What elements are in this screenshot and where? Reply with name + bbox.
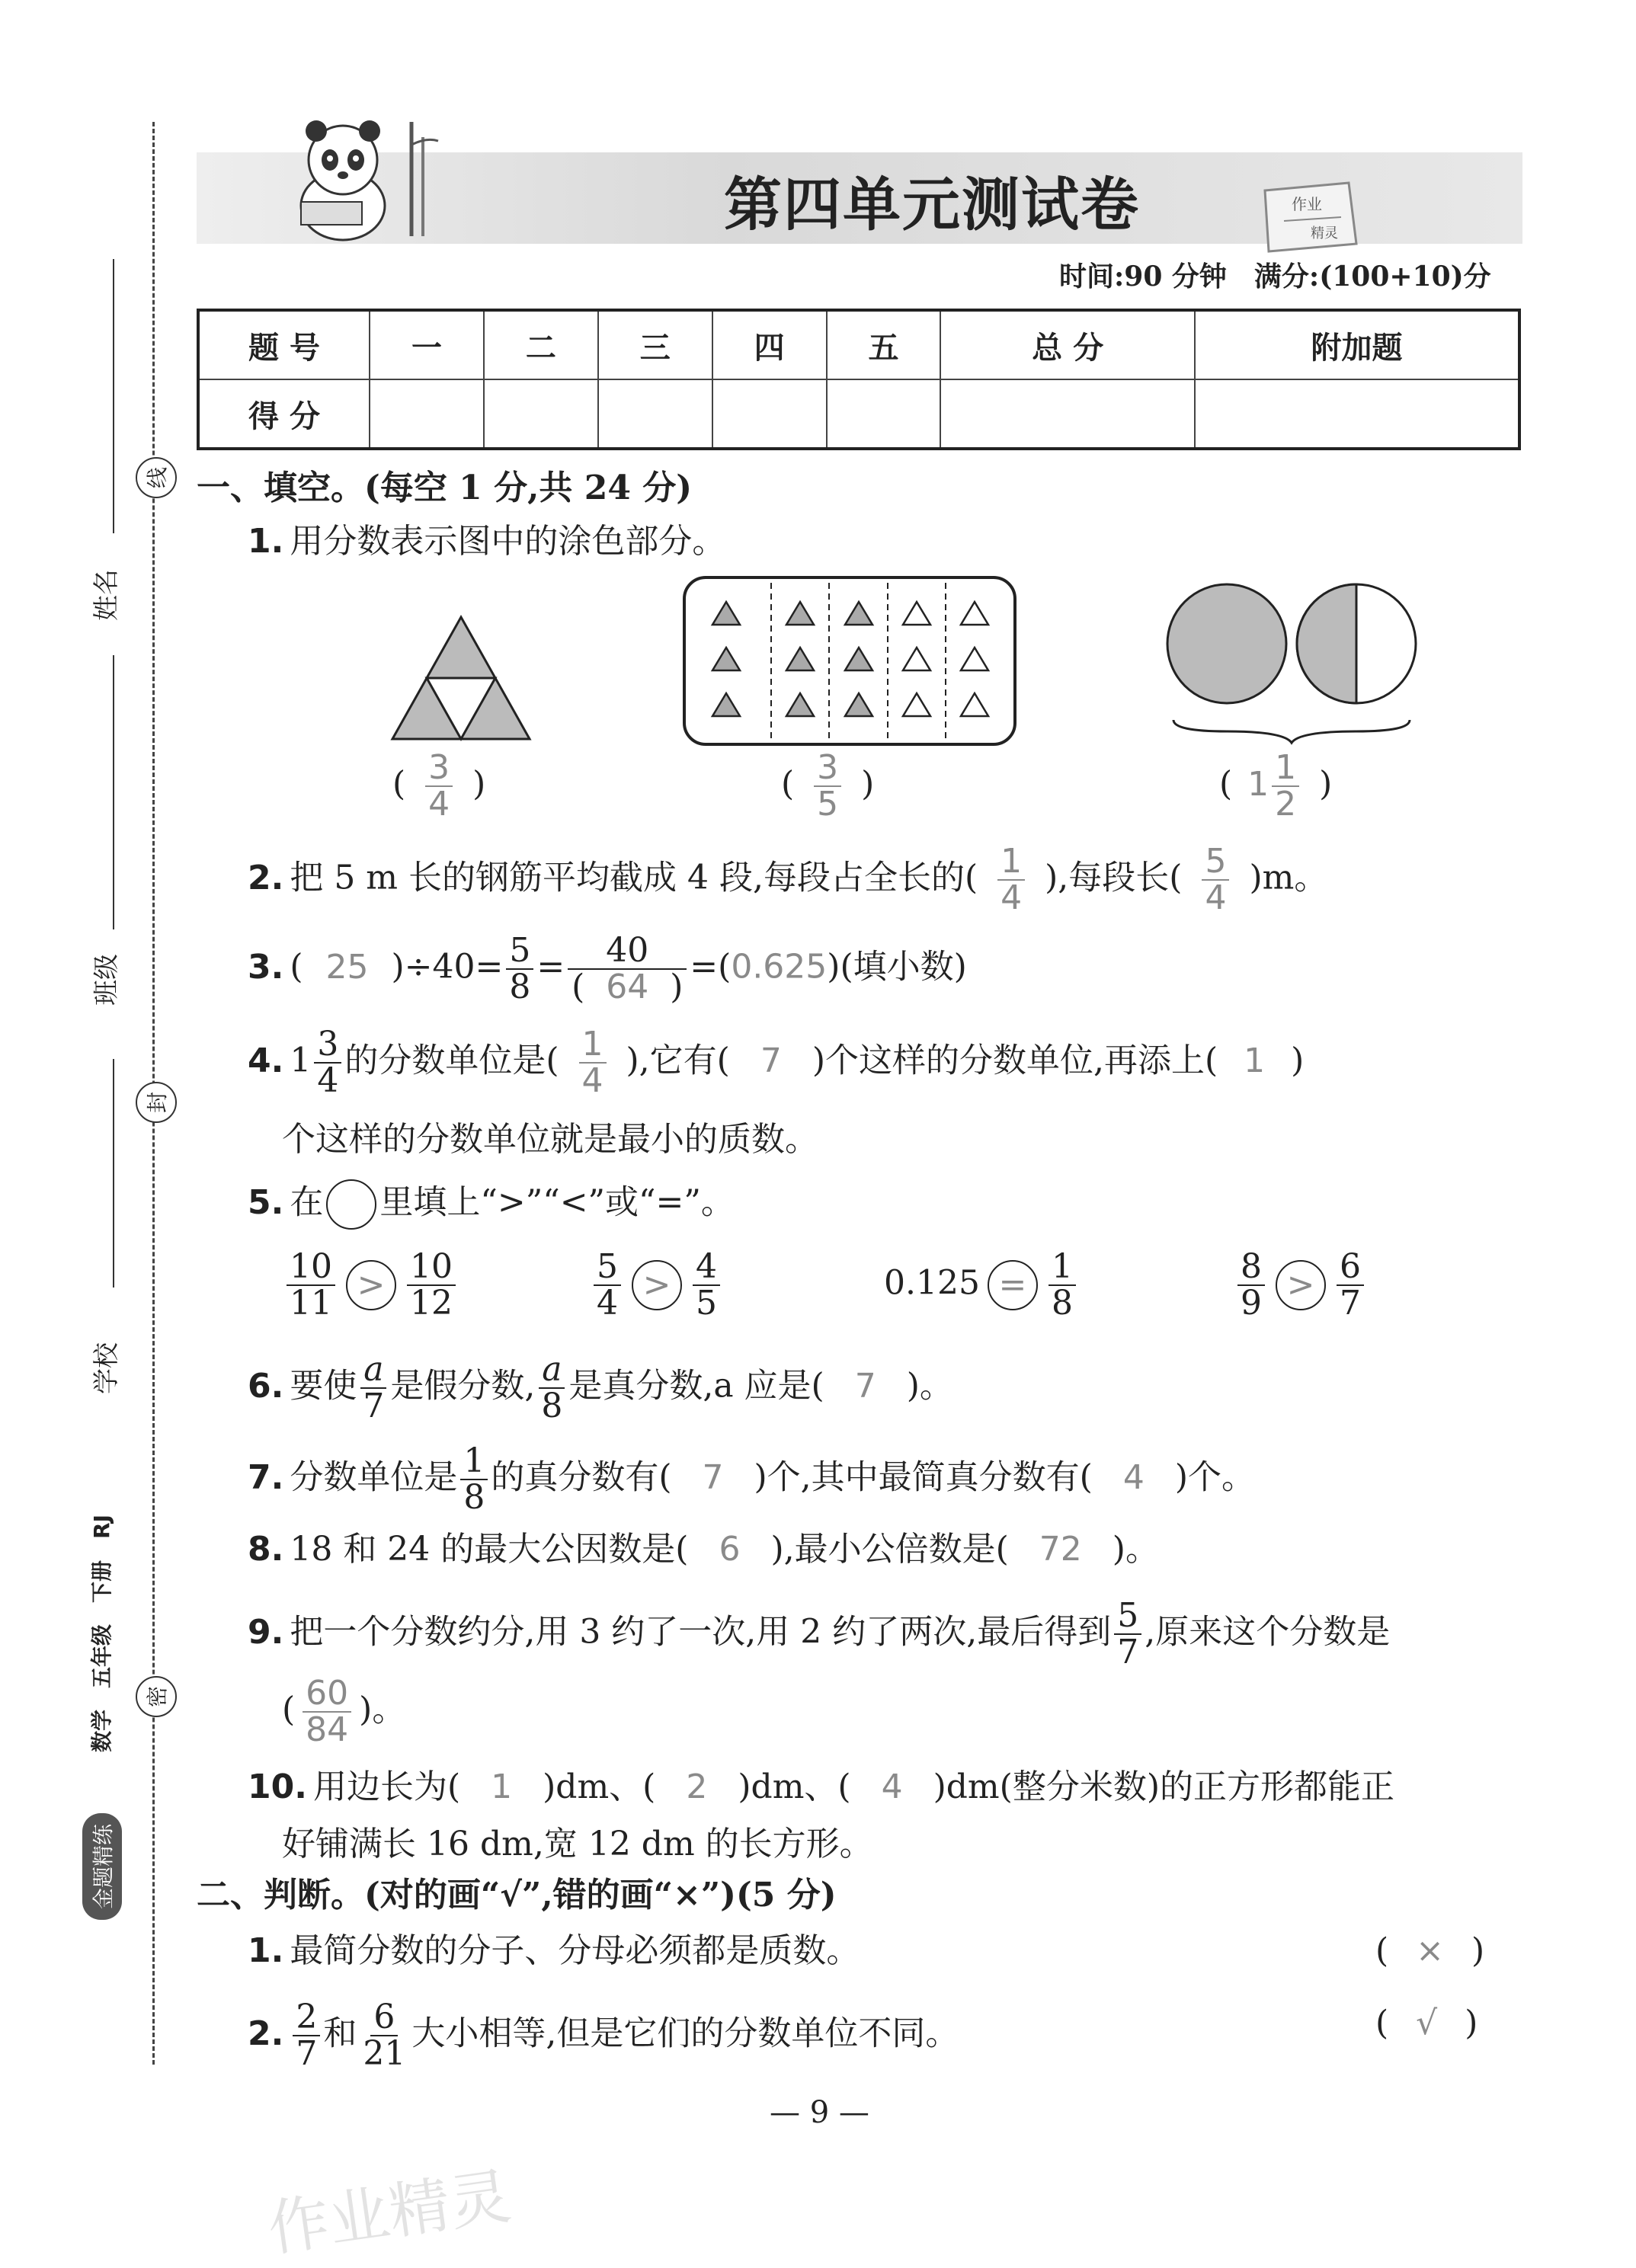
table-header-row [198, 310, 1519, 379]
score-table [197, 309, 1521, 450]
q1-a3-whole: 1 [1247, 764, 1269, 804]
q7-text-1: 分数单位是 [290, 1457, 458, 1497]
q1-answer-1: ( $\frac{3}{4}$ ) [392, 748, 486, 824]
q3-f2-den-open: ( [571, 968, 585, 1007]
q5-c1-answer: > [346, 1260, 396, 1310]
score-cell[interactable] [598, 379, 712, 449]
q2-text-2: ),每段长( [1045, 858, 1183, 897]
table-cell: 五 [827, 310, 941, 379]
q1-answer-2: ( $\frac{3}{5}$ ) [781, 748, 875, 824]
page-title: 第四单元测试卷 [724, 171, 1140, 238]
q2-a1-denominator: 4 [1000, 878, 1023, 918]
q4-text-2: ),它有( [626, 1041, 730, 1080]
svg-text:作业: 作业 [1292, 195, 1322, 213]
s2-q2-f2-numerator: 6 [370, 2000, 398, 2036]
q10-a1: 1 [491, 1767, 513, 1806]
brand-badge: 金题精练 [82, 1813, 122, 1920]
q3-text-3: )(填小数) [827, 947, 967, 987]
q9 [248, 1598, 1390, 1670]
q2-a1-numerator: 1 [997, 844, 1025, 881]
q4-numerator: 3 [314, 1027, 341, 1064]
q5-c2-right-den: 5 [696, 1284, 717, 1323]
score-cell[interactable] [1195, 379, 1519, 449]
score-cell[interactable] [712, 379, 827, 449]
score-cell[interactable] [940, 379, 1195, 449]
q10-text-1: 用边长为( [312, 1767, 461, 1806]
q3-number: 3. [248, 947, 284, 987]
q8 [248, 1530, 1159, 1570]
q7-text-2: 的真分数有( [491, 1457, 672, 1497]
q5 [248, 1179, 735, 1230]
q9-answer-denominator: 84 [306, 1710, 349, 1750]
q7-text-4: )个。 [1174, 1457, 1256, 1497]
q1-answer-3: ( 1 $\frac{1}{2}$ ) [1219, 748, 1333, 824]
svg-text:精灵: 精灵 [1311, 226, 1338, 242]
watermark-text: 作业精灵 [264, 2161, 515, 2265]
q3-a2: 64 [606, 968, 649, 1007]
q5-c1-left-num: 10 [287, 1249, 335, 1286]
q6-answer: 7 [854, 1366, 876, 1406]
s2-q2-mark: √ [1416, 2004, 1438, 2042]
q5-circle-icon [326, 1179, 376, 1230]
seal-mi: 密 [136, 1676, 177, 1717]
q4-number: 4. [248, 1041, 284, 1080]
s2-q2-number: 2. [248, 2014, 284, 2053]
seal-xian: 线 [136, 457, 177, 498]
q9-number: 9. [248, 1612, 284, 1652]
q7-number: 7. [248, 1457, 284, 1497]
q5-c2-answer: > [632, 1260, 682, 1310]
q5-c1-right-num: 10 [407, 1249, 456, 1286]
q5-compare-1 [283, 1249, 459, 1321]
q6-f1-denominator: 7 [363, 1387, 385, 1426]
q5-compare-2 [591, 1249, 723, 1321]
q1-a1-denominator: 4 [428, 785, 450, 824]
q4-line2: 个这样的分数单位就是最小的质数。 [282, 1120, 818, 1159]
q5-c4-answer: > [1276, 1260, 1326, 1310]
section2-title: 二、判断。(对的画“√”,错的画“×”)(5 分) [197, 1876, 837, 1915]
stamp-logo [1250, 175, 1364, 259]
s2-q1-number: 1. [248, 1931, 284, 1970]
s2-q1-mark: × [1416, 1931, 1445, 1970]
q7-a2: 4 [1122, 1457, 1145, 1497]
table-score-row [198, 379, 1519, 449]
q9-text-1: 把一个分数约分,用 3 约了一次,用 2 约了两次,最后得到 [290, 1612, 1112, 1652]
s2-q1 [248, 1931, 860, 1972]
q6-text-1: 要使 [290, 1366, 357, 1406]
q3-open: ( [290, 947, 303, 987]
q8-text-1: 18 和 24 的最大公因数是( [290, 1530, 689, 1569]
q6-f1-numerator: a [360, 1352, 386, 1389]
q10-a3: 4 [881, 1767, 903, 1806]
q9-numerator: 5 [1114, 1598, 1141, 1635]
q5-c2-right-num: 4 [693, 1249, 720, 1286]
table-cell: 附加题 [1195, 310, 1519, 379]
q7 [248, 1441, 1256, 1518]
q8-a1: 6 [719, 1530, 741, 1569]
q8-text-3: )。 [1112, 1530, 1159, 1569]
q1-a2-denominator: 5 [817, 785, 839, 824]
q7-a1: 7 [702, 1457, 724, 1497]
q3-text-2: =( [690, 947, 732, 987]
q8-text-2: ),最小公倍数是( [770, 1530, 1009, 1569]
q7-denominator: 8 [463, 1478, 485, 1518]
q1-text: 用分数表示图中的涂色部分。 [290, 522, 726, 561]
book-info: 数学 五年级 下册 RJ [89, 1515, 114, 1752]
q6 [248, 1352, 953, 1424]
q4-denominator: 4 [317, 1061, 339, 1101]
q3-a1: 25 [325, 947, 369, 987]
q3-f1-numerator: 5 [506, 933, 533, 970]
q9-open: ( [282, 1690, 296, 1729]
q2-number: 2. [248, 858, 284, 897]
q4-a1-denominator: 4 [581, 1061, 603, 1101]
table-cell: 总 分 [940, 310, 1195, 379]
time-info: 时间:90 分钟 满分:(100+10)分 [1059, 261, 1491, 293]
q3-f1-denominator: 8 [509, 968, 531, 1007]
q3-f2-den-close: ) [670, 968, 684, 1007]
q4-whole: 1 [290, 1041, 312, 1080]
q5-compare-3 [884, 1249, 1079, 1321]
q5-c3-right-den: 8 [1051, 1284, 1073, 1323]
q3-f2-numerator: 40 [568, 933, 687, 970]
s2-q2-answer[interactable]: ( √ ) [1375, 2004, 1478, 2042]
panda-mascot-icon [271, 114, 446, 244]
q4-text-1: 的分数单位是( [344, 1041, 559, 1080]
q5-c3-left: 0.125 [884, 1263, 980, 1303]
q1-a3-denominator: 2 [1275, 785, 1297, 824]
q3-text-1: )÷40= [391, 947, 504, 987]
q2-text-3: )m。 [1249, 858, 1328, 897]
s2-q2-f2-denominator: 21 [363, 2034, 406, 2074]
score-cell[interactable] [484, 379, 598, 449]
s2-q1-text: 最简分数的分子、分母必须都是质数。 [290, 1931, 860, 1970]
s2-q2 [248, 1998, 959, 2074]
q6-text-2: 是假分数, [390, 1366, 536, 1406]
s2-q2-text-1: 和 [323, 2014, 357, 2053]
q10-text-3: )dm、( [738, 1767, 851, 1806]
q5-c4-right-num: 6 [1337, 1249, 1364, 1286]
q10-text-2: )dm、( [543, 1767, 656, 1806]
q5-c3-answer: = [988, 1260, 1038, 1310]
triangle-grid-figure [682, 575, 1017, 747]
s2-q1-answer[interactable]: ( × ) [1375, 1931, 1485, 1970]
q10-number: 10. [248, 1767, 307, 1806]
table-cell: 一 [370, 310, 484, 379]
q5-c1-left-den: 11 [290, 1284, 332, 1323]
q4-text-3: )个这样的分数单位,再添上( [812, 1041, 1218, 1080]
q2-a2-numerator: 5 [1202, 844, 1229, 881]
q9-text-3: )。 [359, 1690, 406, 1729]
q3-equals: = [536, 947, 565, 987]
q3-a3: 0.625 [731, 947, 828, 987]
q1-a3-numerator: 1 [1272, 750, 1299, 787]
q2-text-1: 把 5 m 长的钢筋平均截成 4 段,每段占全长的( [290, 858, 978, 897]
class-label: 班级 [91, 954, 122, 1006]
name-underline-lower [113, 655, 114, 929]
q2-a2-denominator: 4 [1205, 878, 1227, 918]
q8-a2: 72 [1039, 1530, 1082, 1569]
section1-title: 一、填空。(每空 1 分,共 24 分) [197, 469, 693, 507]
q5-text-2: 里填上“>”“<”或“=”。 [379, 1182, 735, 1222]
page-number: — 9 — [770, 2095, 869, 2130]
s2-q2-f1-numerator: 2 [293, 2000, 320, 2036]
q5-c4-right-den: 7 [1340, 1284, 1361, 1323]
q10-text-4: )dm(整分米数)的正方形都能正 [933, 1767, 1394, 1806]
q4-a1-numerator: 1 [579, 1027, 607, 1064]
q5-c2-left-den: 4 [597, 1284, 618, 1323]
score-cell[interactable] [827, 379, 941, 449]
q5-c4-left-num: 8 [1237, 1249, 1265, 1286]
q7-text-3: )个,其中最简真分数有( [754, 1457, 1093, 1497]
q6-f2-denominator: 8 [541, 1387, 563, 1426]
table-cell: 题 号 [198, 310, 370, 379]
q4 [248, 1027, 1304, 1099]
q5-c1-right-den: 12 [410, 1284, 453, 1323]
q6-number: 6. [248, 1366, 284, 1406]
s2-q2-f1-denominator: 7 [296, 2034, 318, 2074]
q9-text-2: ,原来这个分数是 [1145, 1612, 1391, 1652]
triangle-figure [385, 609, 537, 747]
q5-compare-4 [1234, 1249, 1367, 1321]
s2-q2-text-2: 大小相等,但是它们的分数单位不同。 [411, 2014, 959, 2053]
q1-a1-numerator: 3 [425, 750, 453, 787]
score-cell[interactable] [370, 379, 484, 449]
q5-number: 5. [248, 1182, 284, 1222]
name-underline [113, 259, 114, 533]
q2 [248, 844, 1327, 916]
table-cell: 三 [598, 310, 712, 379]
q10 [248, 1767, 1394, 1808]
q1-number: 1. [248, 522, 284, 561]
q5-c3-right-num: 1 [1049, 1249, 1076, 1286]
class-underline [113, 1059, 114, 1288]
q10-line2: 好铺满长 16 dm,宽 12 dm 的长方形。 [282, 1825, 873, 1863]
q6-text-4: )。 [906, 1366, 953, 1406]
q5-c2-left-num: 5 [594, 1249, 621, 1286]
q5-c4-left-den: 9 [1241, 1284, 1262, 1323]
table-cell: 二 [484, 310, 598, 379]
circles-figure [1158, 579, 1425, 747]
q9-line2 [282, 1676, 405, 1748]
table-cell: 得 分 [198, 379, 370, 449]
q9-denominator: 7 [1117, 1633, 1139, 1672]
q5-text-1: 在 [290, 1182, 324, 1222]
q6-text-3: 是真分数,a 应是( [568, 1366, 824, 1406]
q7-numerator: 1 [460, 1444, 488, 1480]
table-cell: 四 [712, 310, 827, 379]
q6-f2-numerator: a [539, 1352, 565, 1389]
q1-a2-numerator: 3 [814, 750, 841, 787]
q4-a2: 7 [760, 1041, 782, 1080]
q10-a2: 2 [686, 1767, 708, 1806]
q4-a3: 1 [1244, 1041, 1266, 1080]
name-label: 姓名 [91, 569, 122, 621]
q4-text-4: ) [1291, 1041, 1305, 1080]
q1 [248, 522, 725, 562]
seal-feng: 封 [136, 1082, 177, 1123]
q8-number: 8. [248, 1530, 284, 1569]
q9-answer-numerator: 60 [303, 1676, 351, 1713]
q3 [248, 933, 967, 1005]
school-label: 学校 [91, 1342, 122, 1394]
